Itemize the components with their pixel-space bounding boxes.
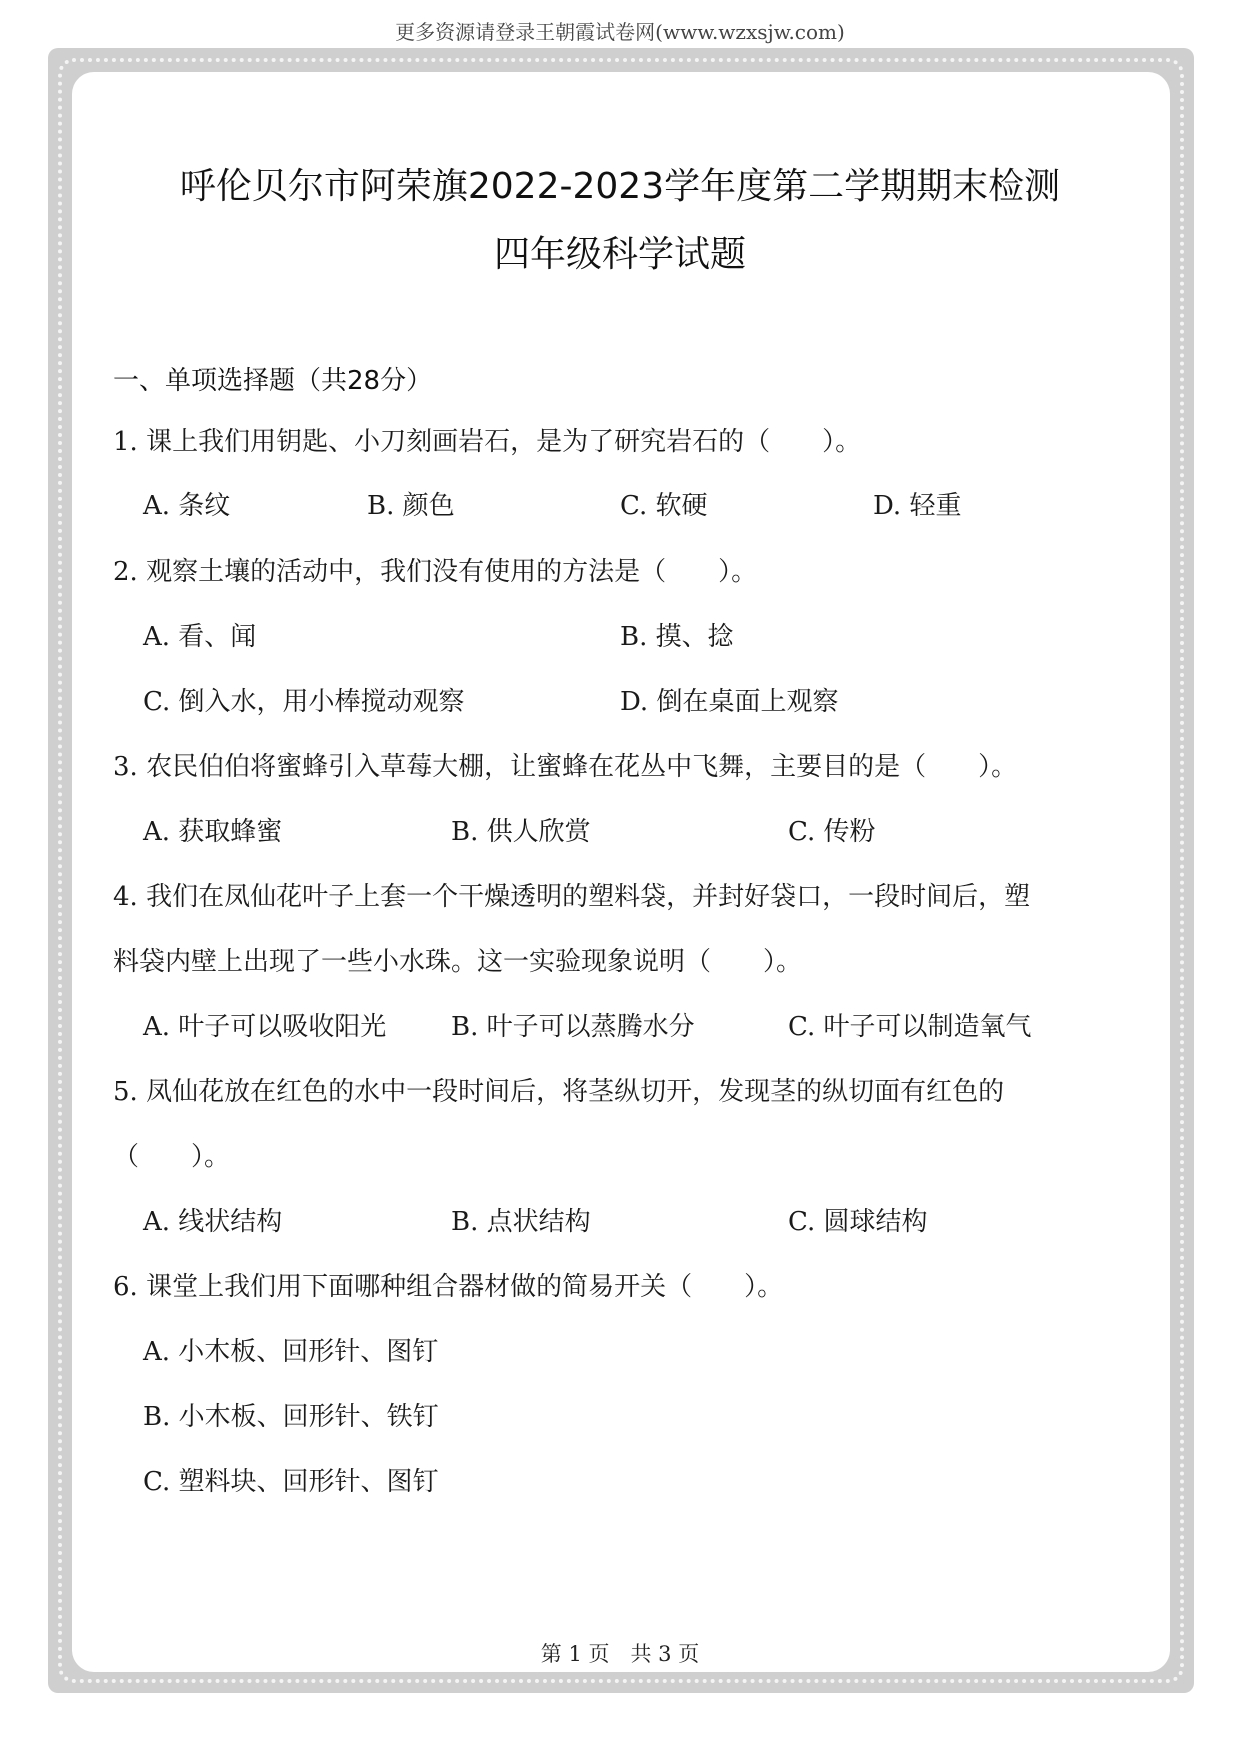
question-6-option-a: A. 小木板、回形针、图钉	[143, 1337, 439, 1367]
question-5-stem-line1: 5. 凤仙花放在红色的水中一段时间后，将茎纵切开，发现茎的纵切面有红色的	[113, 1077, 1005, 1107]
question-6-option-b: B. 小木板、回形针、铁钉	[143, 1402, 439, 1432]
question-1-option-c: C. 软硬	[620, 491, 708, 521]
question-2-option-d: D. 倒在桌面上观察	[620, 687, 839, 717]
question-5-stem-line2: （ ）。	[113, 1142, 231, 1172]
question-3-option-c: C. 传粉	[788, 817, 876, 847]
question-5-option-a: A. 线状结构	[143, 1207, 283, 1237]
question-2-stem: 2. 观察土壤的活动中，我们没有使用的方法是（ ）。	[113, 557, 758, 587]
question-2-option-b: B. 摸、捻	[620, 622, 734, 652]
question-1-option-b: B. 颜色	[367, 491, 455, 521]
question-1-option-a: A. 条纹	[143, 491, 231, 521]
question-3-option-b: B. 供人欣赏	[451, 817, 591, 847]
question-4-option-c: C. 叶子可以制造氧气	[788, 1012, 1032, 1042]
question-4-option-b: B. 叶子可以蒸腾水分	[451, 1012, 695, 1042]
question-4-stem-line2: 料袋内壁上出现了一些小水珠。这一实验现象说明（ ）。	[113, 947, 803, 977]
question-5-option-b: B. 点状结构	[451, 1207, 591, 1237]
question-6-stem: 6. 课堂上我们用下面哪种组合器材做的简易开关（ ）。	[113, 1272, 784, 1302]
question-2-option-c: C. 倒入水，用小棒搅动观察	[143, 687, 465, 717]
question-6-option-c: C. 塑料块、回形针、图钉	[143, 1467, 439, 1497]
section-heading: 一、单项选择题（共28分）	[113, 366, 433, 396]
question-4-stem-line1: 4. 我们在凤仙花叶子上套一个干燥透明的塑料袋，并封好袋口，一段时间后，塑	[113, 882, 1031, 912]
question-1-option-d: D. 轻重	[873, 491, 962, 521]
site-banner: 更多资源请登录王朝霞试卷网(www.wzxsjw.com)	[395, 20, 845, 44]
exam-title: 呼伦贝尔市阿荣旗2022-2023学年度第二学期期末检测	[179, 166, 1061, 207]
question-2-option-a: A. 看、闻	[143, 622, 257, 652]
question-3-option-a: A. 获取蜂蜜	[143, 817, 283, 847]
question-3-stem: 3. 农民伯伯将蜜蜂引入草莓大棚，让蜜蜂在花丛中飞舞，主要目的是（ ）。	[113, 752, 1018, 782]
question-4-option-a: A. 叶子可以吸收阳光	[143, 1012, 387, 1042]
page-number: 第 1 页 共 3 页	[540, 1642, 700, 1666]
exam-subtitle: 四年级科学试题	[493, 234, 746, 275]
question-1-stem: 1. 课上我们用钥匙、小刀刻画岩石，是为了研究岩石的（ ）。	[113, 427, 862, 457]
question-5-option-c: C. 圆球结构	[788, 1207, 928, 1237]
